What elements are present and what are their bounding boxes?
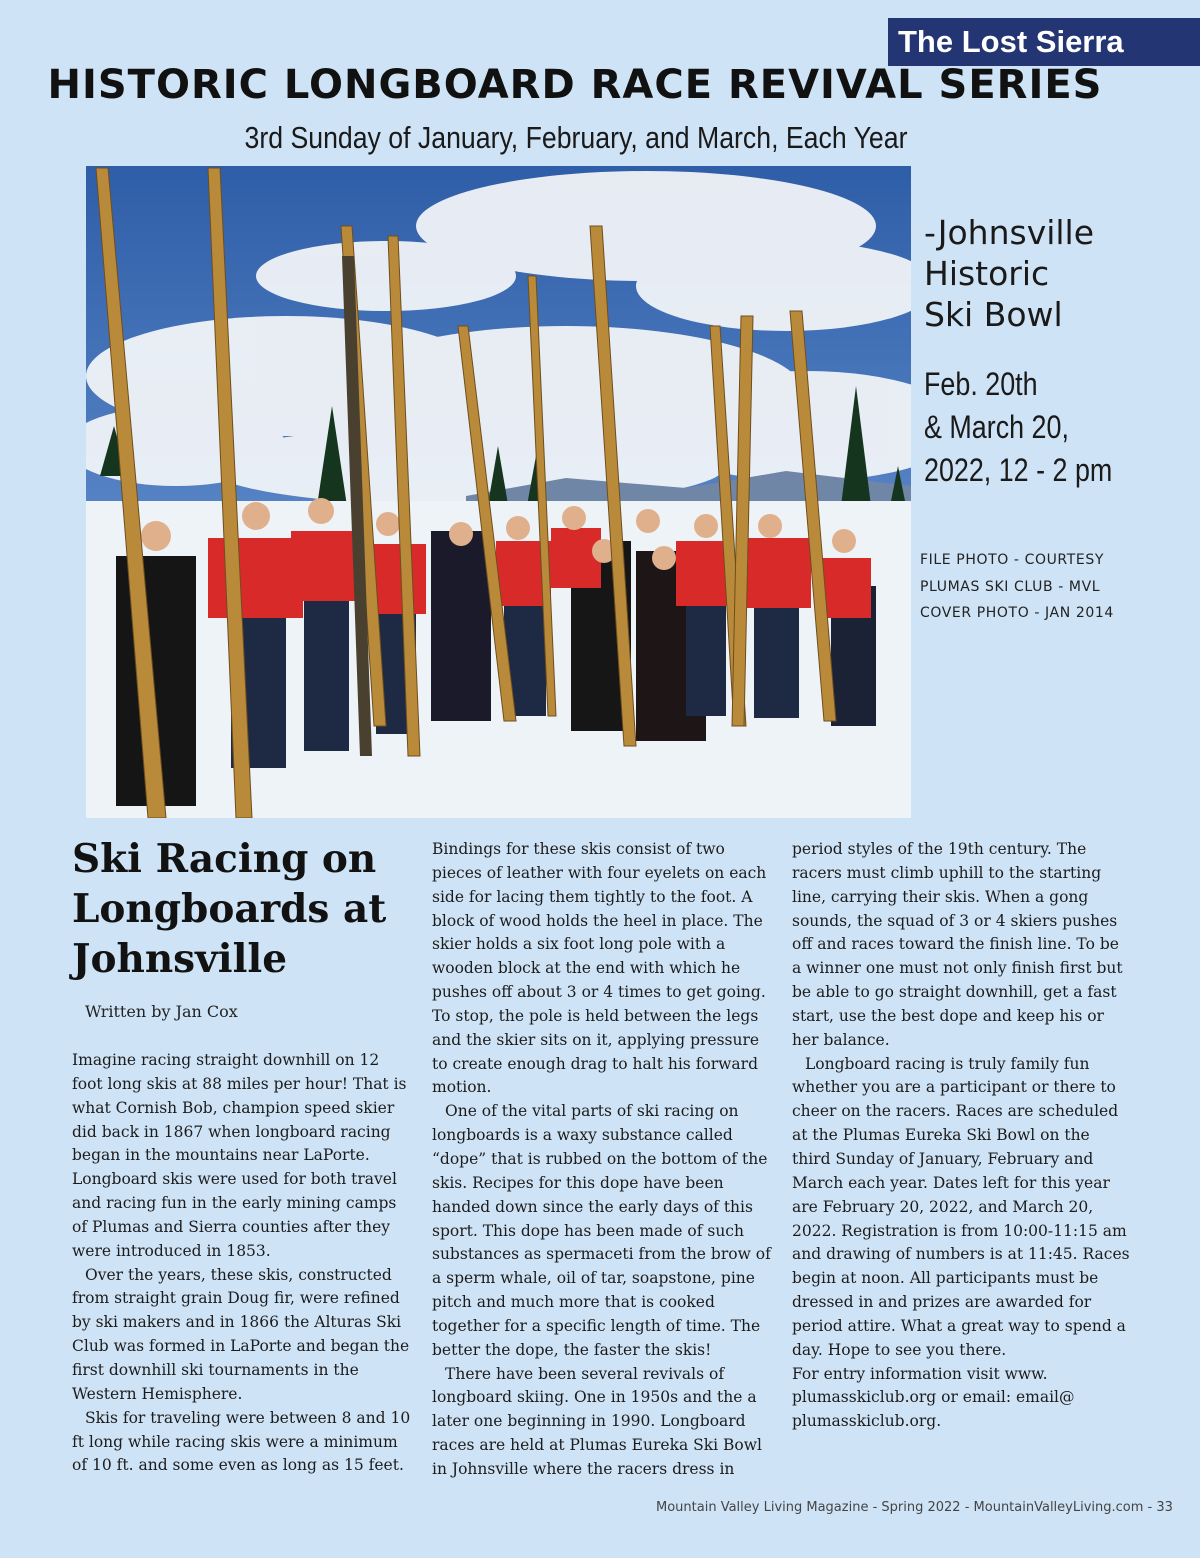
date-line: & March 20, xyxy=(924,409,1069,445)
paragraph: For entry information visit www. plumasskiclub.org or email: email@ plumasskiclub.org. xyxy=(792,1364,1075,1431)
location-line: -Johnsville xyxy=(924,213,1095,252)
page-subtitle: 3rd Sunday of January, February, and March, Each Year xyxy=(244,120,908,155)
page-title: HISTORIC LONGBOARD RACE REVIVAL SERIES xyxy=(47,62,1103,108)
paragraph: Skis for traveling were between 8 and 10 ft long while racing skis were a minimum of 10 ft. and some even as long as 15 feet. xyxy=(72,1408,411,1475)
page-footer: Mountain Valley Living Magazine - Spring 2022 - MountainValleyLiving.com - 33 xyxy=(656,1500,1173,1515)
paragraph: period styles of the 19th century. The racers must climb uphill to the starting line, carrying their skis. When a gong sounds, the squad of 3 or 4 skiers pushes off and races toward the finish line. To be a winner one must not only finish first but be able to go straight downhill, get a fast start, use the best dope and keep his or her balance. xyxy=(792,840,1123,1049)
paragraph: Longboard racing is truly family fun whether you are a participant or there to cheer on the racers. Races are scheduled at the Plumas Eureka Ski Bowl on the third Sunday of January, February and March each year. Dates left for this year are February 20, 2022, and March 20, 2022. Registration is from 10:00-11:15 am and drawing of numbers is at 11:45. Races begin at noon. All participants must be dressed in and prizes are awarded for period attire. What a great way to spend a day. Hope to see you there. xyxy=(792,1054,1130,1359)
headline-line: Ski Racing on xyxy=(72,836,377,882)
article-column-1 xyxy=(72,1049,412,1478)
paragraph: One of the vital parts of ski racing on longboards is a waxy substance called “dope” that is rubbed on the bottom of the skis. Recipes for this dope have been handed down since the early days of this sport. This dope has been made of such substances as spermaceti from the brow of a sperm whale, oil of tar, soapstone, pine pitch and much more that is cooked together for a specific length of time. The better the dope, the faster the skis! xyxy=(432,1102,771,1359)
paragraph: There have been several revivals of longboard skiing. One in 1950s and the a later one beginning in 1990. Longboard races are held at Plumas Eureka Ski Bowl in Johnsville where the racers dress in xyxy=(432,1364,762,1478)
location-line: Historic xyxy=(924,254,1050,293)
photo-credit xyxy=(920,547,1114,627)
location-line: Ski Bowl xyxy=(924,295,1063,334)
paragraph: Bindings for these skis consist of two pieces of leather with four eyelets on each side for lacing them tightly to the foot. A block of wood holds the heel in place. The skier holds a six foot long pole with a wooden block at the end with which he pushes off about 3 or 4 times to get going. To stop, the pole is held between the legs and the skier sits on it, applying pressure to create enough drag to halt his forward motion. xyxy=(432,840,767,1097)
credit-line: COVER PHOTO - JAN 2014 xyxy=(920,605,1114,621)
article-headline xyxy=(72,834,412,984)
credit-line: FILE PHOTO - COURTESY xyxy=(920,552,1104,568)
article-column-3 xyxy=(792,838,1132,1434)
headline-line: Longboards at xyxy=(72,886,387,932)
paragraph: Over the years, these skis, constructed from straight grain Doug fir, were refined by ski makers and in 1866 the Alturas Ski Club was formed in LaPorte and began the first downhill ski tournaments in the Western Hemisphere. xyxy=(72,1265,410,1403)
group-photo xyxy=(86,166,911,818)
date-line: 2022, 12 - 2 pm xyxy=(924,452,1113,488)
headline-line: Johnsville xyxy=(72,936,288,982)
date-line: Feb. 20th xyxy=(924,366,1038,402)
article-column-2 xyxy=(432,838,772,1482)
section-tag: The Lost Sierra xyxy=(888,18,1200,66)
credit-line: PLUMAS SKI CLUB - MVL xyxy=(920,578,1101,595)
paragraph: Imagine racing straight downhill on 12 foot long skis at 88 miles per hour! That is what Cornish Bob, champion speed skier did back in 1867 when longboard racing began in the mountains near LaPorte. Longboard skis were used for both travel and racing fun in the early mining camps of Plumas and Sierra counties after they were introduced in 1853. xyxy=(72,1051,407,1260)
event-dates xyxy=(924,363,1112,492)
byline: Written by Jan Cox xyxy=(85,1002,238,1021)
event-location xyxy=(924,212,1094,335)
